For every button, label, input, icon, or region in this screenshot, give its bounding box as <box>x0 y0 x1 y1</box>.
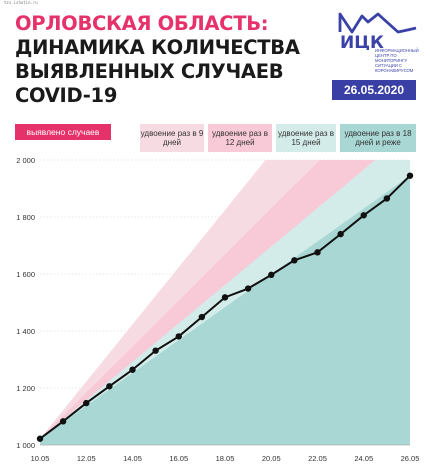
data-point <box>407 172 413 178</box>
data-point <box>176 333 182 339</box>
data-point <box>361 212 367 218</box>
data-point <box>106 383 112 389</box>
logo-abbr: ИЦК <box>340 33 384 50</box>
data-point <box>384 195 390 201</box>
x-tick-label: 12.05 <box>76 454 96 463</box>
data-point <box>222 294 228 300</box>
title-line-1: ОРЛОВСКАЯ ОБЛАСТЬ: <box>15 12 269 35</box>
y-tick-label: 1 200 <box>16 384 35 393</box>
data-point <box>152 347 158 353</box>
data-point <box>60 418 66 424</box>
title-line-2: ДИНАМИКА КОЛИЧЕСТВА <box>15 36 300 59</box>
y-tick-label: 1 000 <box>16 441 35 450</box>
data-point <box>337 231 343 237</box>
x-tick-label: 22.05 <box>308 454 327 463</box>
x-tick-label: 14.05 <box>123 454 142 463</box>
logo-text: ИНФОРМАЦИОННЫЙ ЦЕНТР ПО МОНИТОРИНГУ СИТУАЦИИ С КОРОНАВИРУСОМ <box>375 48 419 73</box>
data-point <box>245 285 251 291</box>
data-point <box>291 257 297 263</box>
legend-double-9: удвоение раз в 9 дней <box>140 124 204 152</box>
legend-cases: выявлено случаев <box>15 124 111 140</box>
legend-double-15: удвоение раз в 15 дней <box>276 124 336 152</box>
data-point <box>37 436 43 442</box>
data-point <box>314 249 320 255</box>
y-tick-label: 1 600 <box>16 270 35 279</box>
y-tick-label: 1 800 <box>16 213 35 222</box>
data-point <box>129 367 135 373</box>
title-line-3: ВЫЯВЛЕННЫХ СЛУЧАЕВ COVID-19 <box>15 60 284 107</box>
data-point <box>83 400 89 406</box>
y-tick-label: 1 400 <box>16 327 35 336</box>
x-tick-label: 24.05 <box>354 454 374 463</box>
url-text: tzz.ishutin.ru <box>4 0 38 5</box>
data-point <box>199 314 205 320</box>
x-tick-label: 18.05 <box>215 454 235 463</box>
x-tick-label: 10.05 <box>30 454 50 463</box>
date-badge: 26.05.2020 <box>332 80 416 100</box>
x-tick-label: 20.05 <box>261 454 281 463</box>
x-tick-label: 16.05 <box>169 454 189 463</box>
x-tick-label: 26.05 <box>400 454 420 463</box>
legend-double-12: удвоение раз в 12 дней <box>208 124 272 152</box>
data-point <box>268 272 274 278</box>
legend-double-18: удвоение раз в 18 дней и реже <box>340 124 416 152</box>
y-tick-label: 2 000 <box>16 156 35 165</box>
